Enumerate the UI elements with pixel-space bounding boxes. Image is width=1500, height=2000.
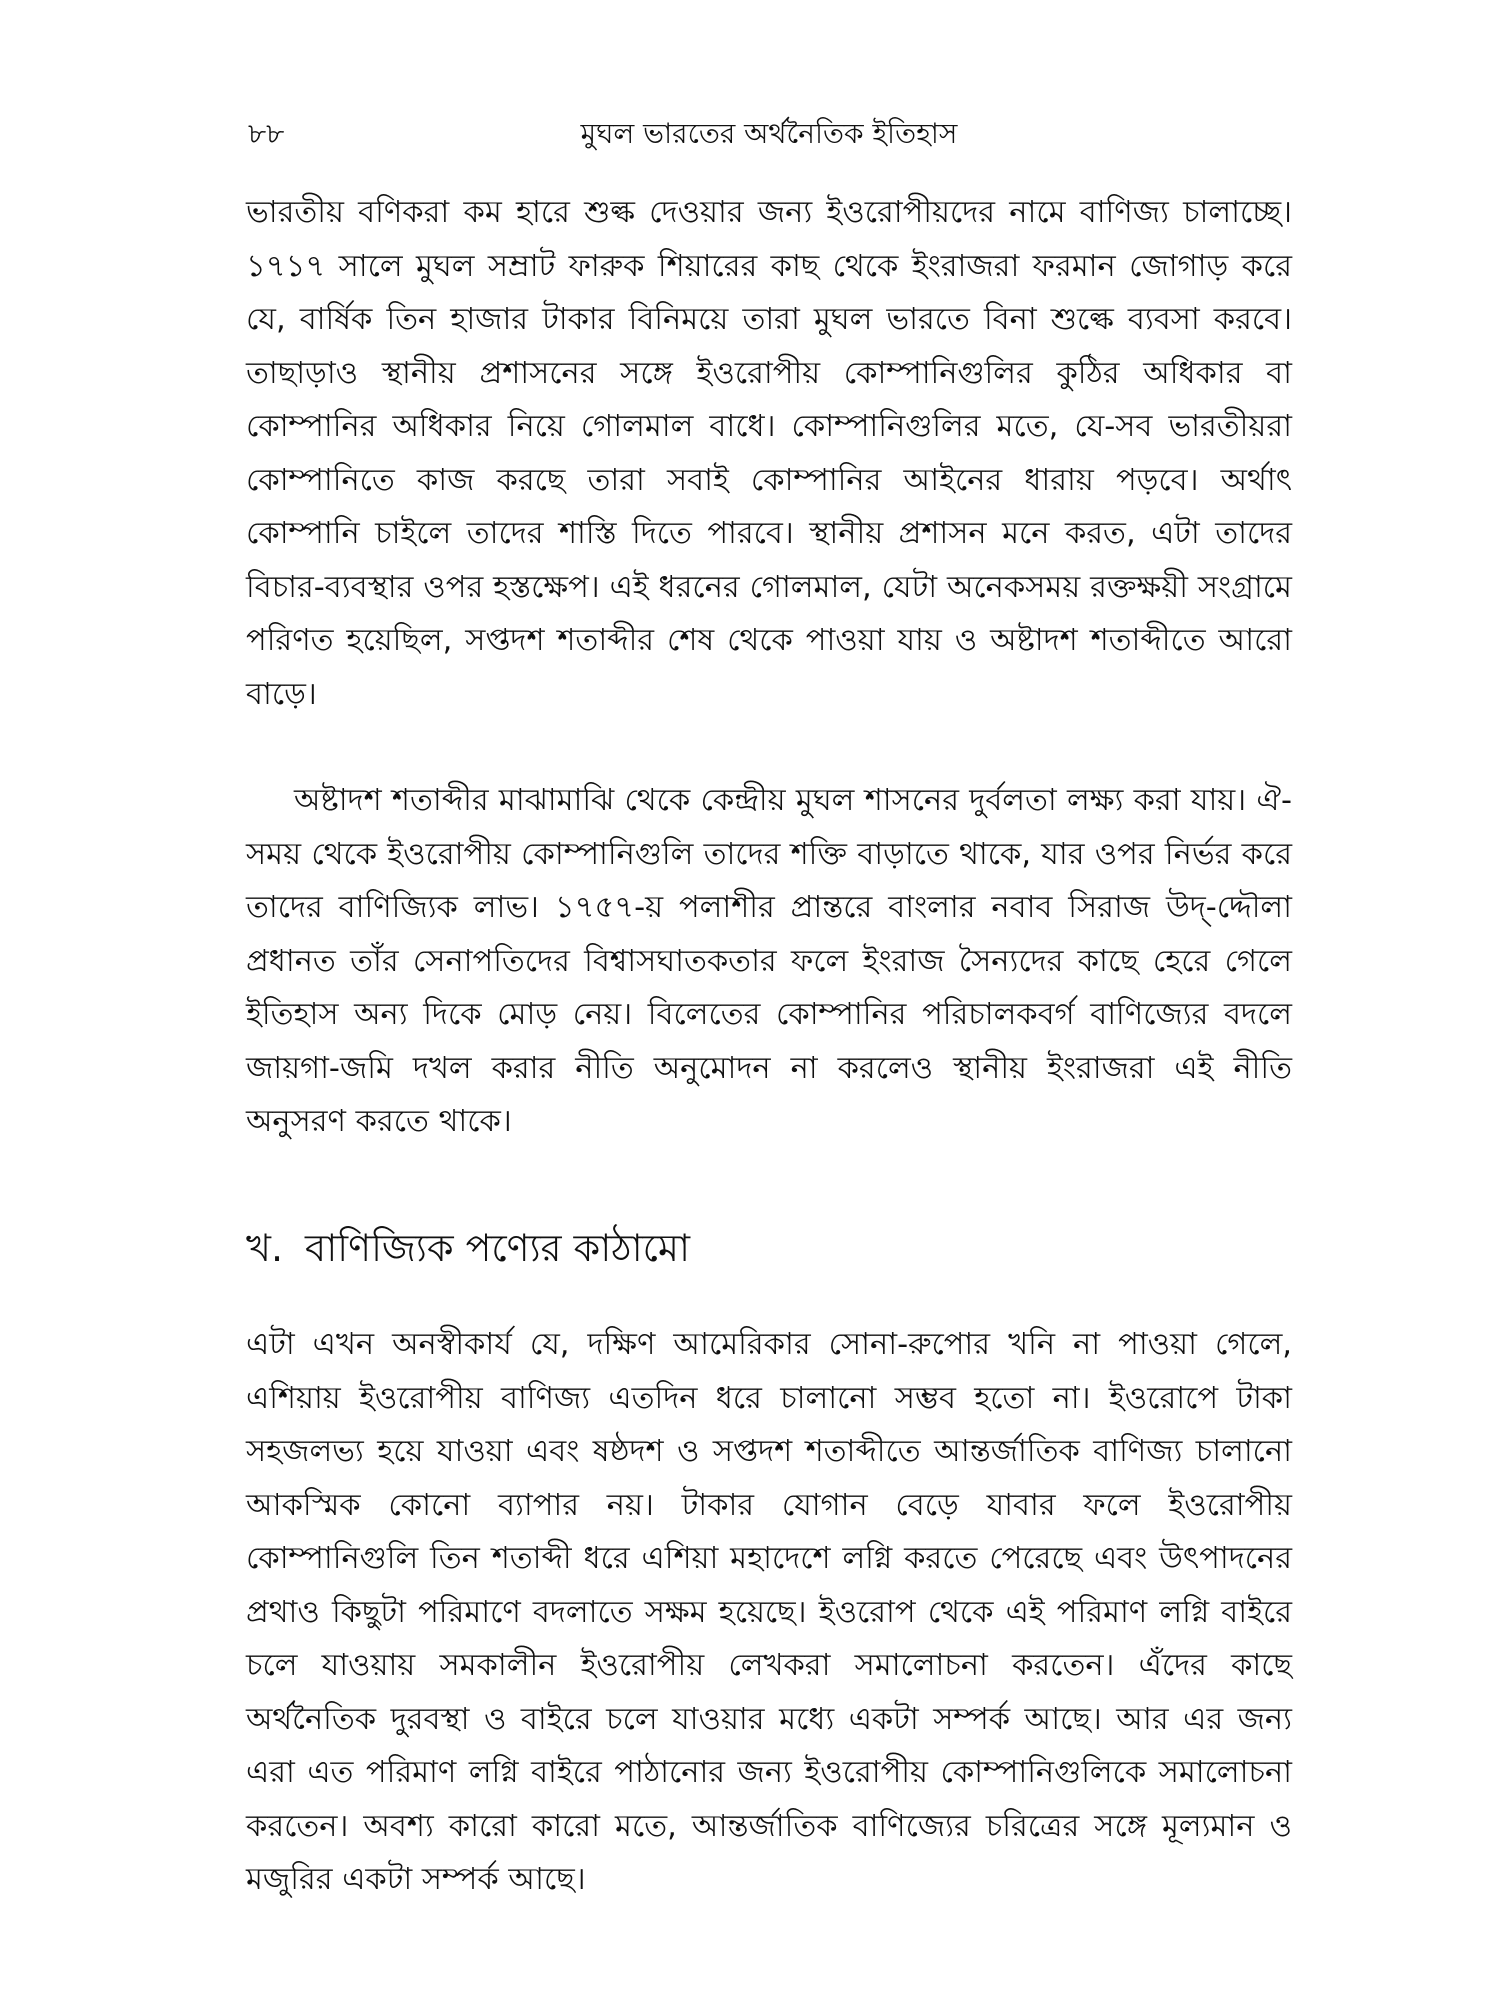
paragraph-2-text: অষ্টাদশ শতাব্দীর মাঝামাঝি থেকে কেন্দ্রীয় মুঘল শাসনের দুর্বলতা লক্ষ্য করা যায়। ঐ-সময় থেকে ইওরোপীয় কোম্পানিগুলি তাদের শক্তি বাড়াতে থাকে, যার ওপর নির্ভর করে তাদের বাণিজ্যিক লাভ। ১৭৫৭-য় পলাশীর প্রান্তরে বাংলার নবাব সিরাজ উদ্-দ্দৌলা প্রধানত তাঁর সেনাপতিদের বিশ্বাসঘাতকতার ফলে ইংরাজ সৈন্যদের কাছে হেরে গেলে ইতিহাস অন্য দিকে মোড় নেয়। বিলেতের কোম্পানির পরিচালকবর্গ বাণিজ্যের বদলে জায়গা-জমি দখল করার নীতি অনুমোদন না করলেও স্থানীয় ইংরাজরা এই নীতি অনুসরণ করতে থাকে। <box>246 783 1292 1139</box>
paragraph-2 <box>246 774 1292 1149</box>
paragraph-3-text: এটা এখন অনস্বীকার্য যে, দক্ষিণ আমেরিকার সোনা-রুপোর খনি না পাওয়া গেলে, এশিয়ায় ইওরোপীয় বাণিজ্য এতদিন ধরে চালানো সম্ভব হতো না। ইওরোপে টাকা সহজলভ্য হয়ে যাওয়া এবং ষষ্ঠদশ ও সপ্তদশ শতাব্দীতে আন্তর্জাতিক বাণিজ্য চালানো আকস্মিক কোনো ব্যাপার নয়। টাকার যোগান বেড়ে যাবার ফলে ইওরোপীয় কোম্পানিগুলি তিন শতাব্দী ধরে এশিয়া মহাদেশে লগ্নি করতে পেরেছে এবং উৎপাদনের প্রথাও কিছুটা পরিমাণে বদলাতে সক্ষম হয়েছে। ইওরোপ থেকে এই পরিমাণ লগ্নি বাইরে চলে যাওয়ায় সমকালীন ইওরোপীয় লেখকরা সমালোচনা করতেন। এঁদের কাছে অর্থনৈতিক দুরবস্থা ও বাইরে চলে যাওয়ার মধ্যে একটা সম্পর্ক আছে। আর এর জন্য এরা এত পরিমাণ লগ্নি বাইরে পাঠানোর জন্য ইওরোপীয় কোম্পানিগুলিকে সমালোচনা করতেন। অবশ্য কারো কারো মতে, আন্তর্জাতিক বাণিজ্যের চরিত্রের সঙ্গে মূল্যমান ও মজুরির একটা সম্পর্ক আছে। <box>246 1327 1292 1897</box>
page-number: ৮৮ <box>248 117 285 150</box>
section-title: বাণিজ্যিক পণ্যের কাঠামো <box>305 1226 690 1270</box>
paragraph-1-text: ভারতীয় বণিকরা কম হারে শুল্ক দেওয়ার জন্য ইওরোপীয়দের নামে বাণিজ্য চালাচ্ছে। ১৭১৭ সালে মুঘল সম্রাট ফারুক শিয়ারের কাছ থেকে ইংরাজরা ফরমান জোগাড় করে যে, বার্ষিক তিন হাজার টাকার বিনিময়ে তারা মুঘল ভারতে বিনা শুল্কে ব্যবসা করবে। তাছাড়াও স্থানীয় প্রশাসনের সঙ্গে ইওরোপীয় কোম্পানিগুলির কুঠির অধিকার বা কোম্পানির অধিকার নিয়ে গোলমাল বাধে। কোম্পানিগুলির মতে, যে-সব ভারতীয়রা কোম্পানিতে কাজ করছে তারা সবাই কোম্পানির আইনের ধারায় পড়বে। অর্থাৎ কোম্পানি চাইলে তাদের শাস্তি দিতে পারবে। স্থানীয় প্রশাসন মনে করত, এটা তাদের বিচার-ব্যবস্থার ওপর হস্তক্ষেপ। এই ধরনের গোলমাল, যেটা অনেকসময় রক্তক্ষয়ী সংগ্রামে পরিণত হয়েছিল, সপ্তদশ শতাব্দীর শেষ থেকে পাওয়া যায় ও অষ্টাদশ শতাব্দীতে আরো বাড়ে। <box>246 195 1292 712</box>
section-number: খ. <box>246 1226 284 1270</box>
running-head <box>248 112 1290 156</box>
paragraph-1 <box>246 186 1292 721</box>
section-heading <box>246 1218 1292 1278</box>
book-title: মুঘল ভারতের অর্থনৈতিক ইতিহাস <box>580 117 958 150</box>
paragraph-3 <box>246 1318 1292 1907</box>
